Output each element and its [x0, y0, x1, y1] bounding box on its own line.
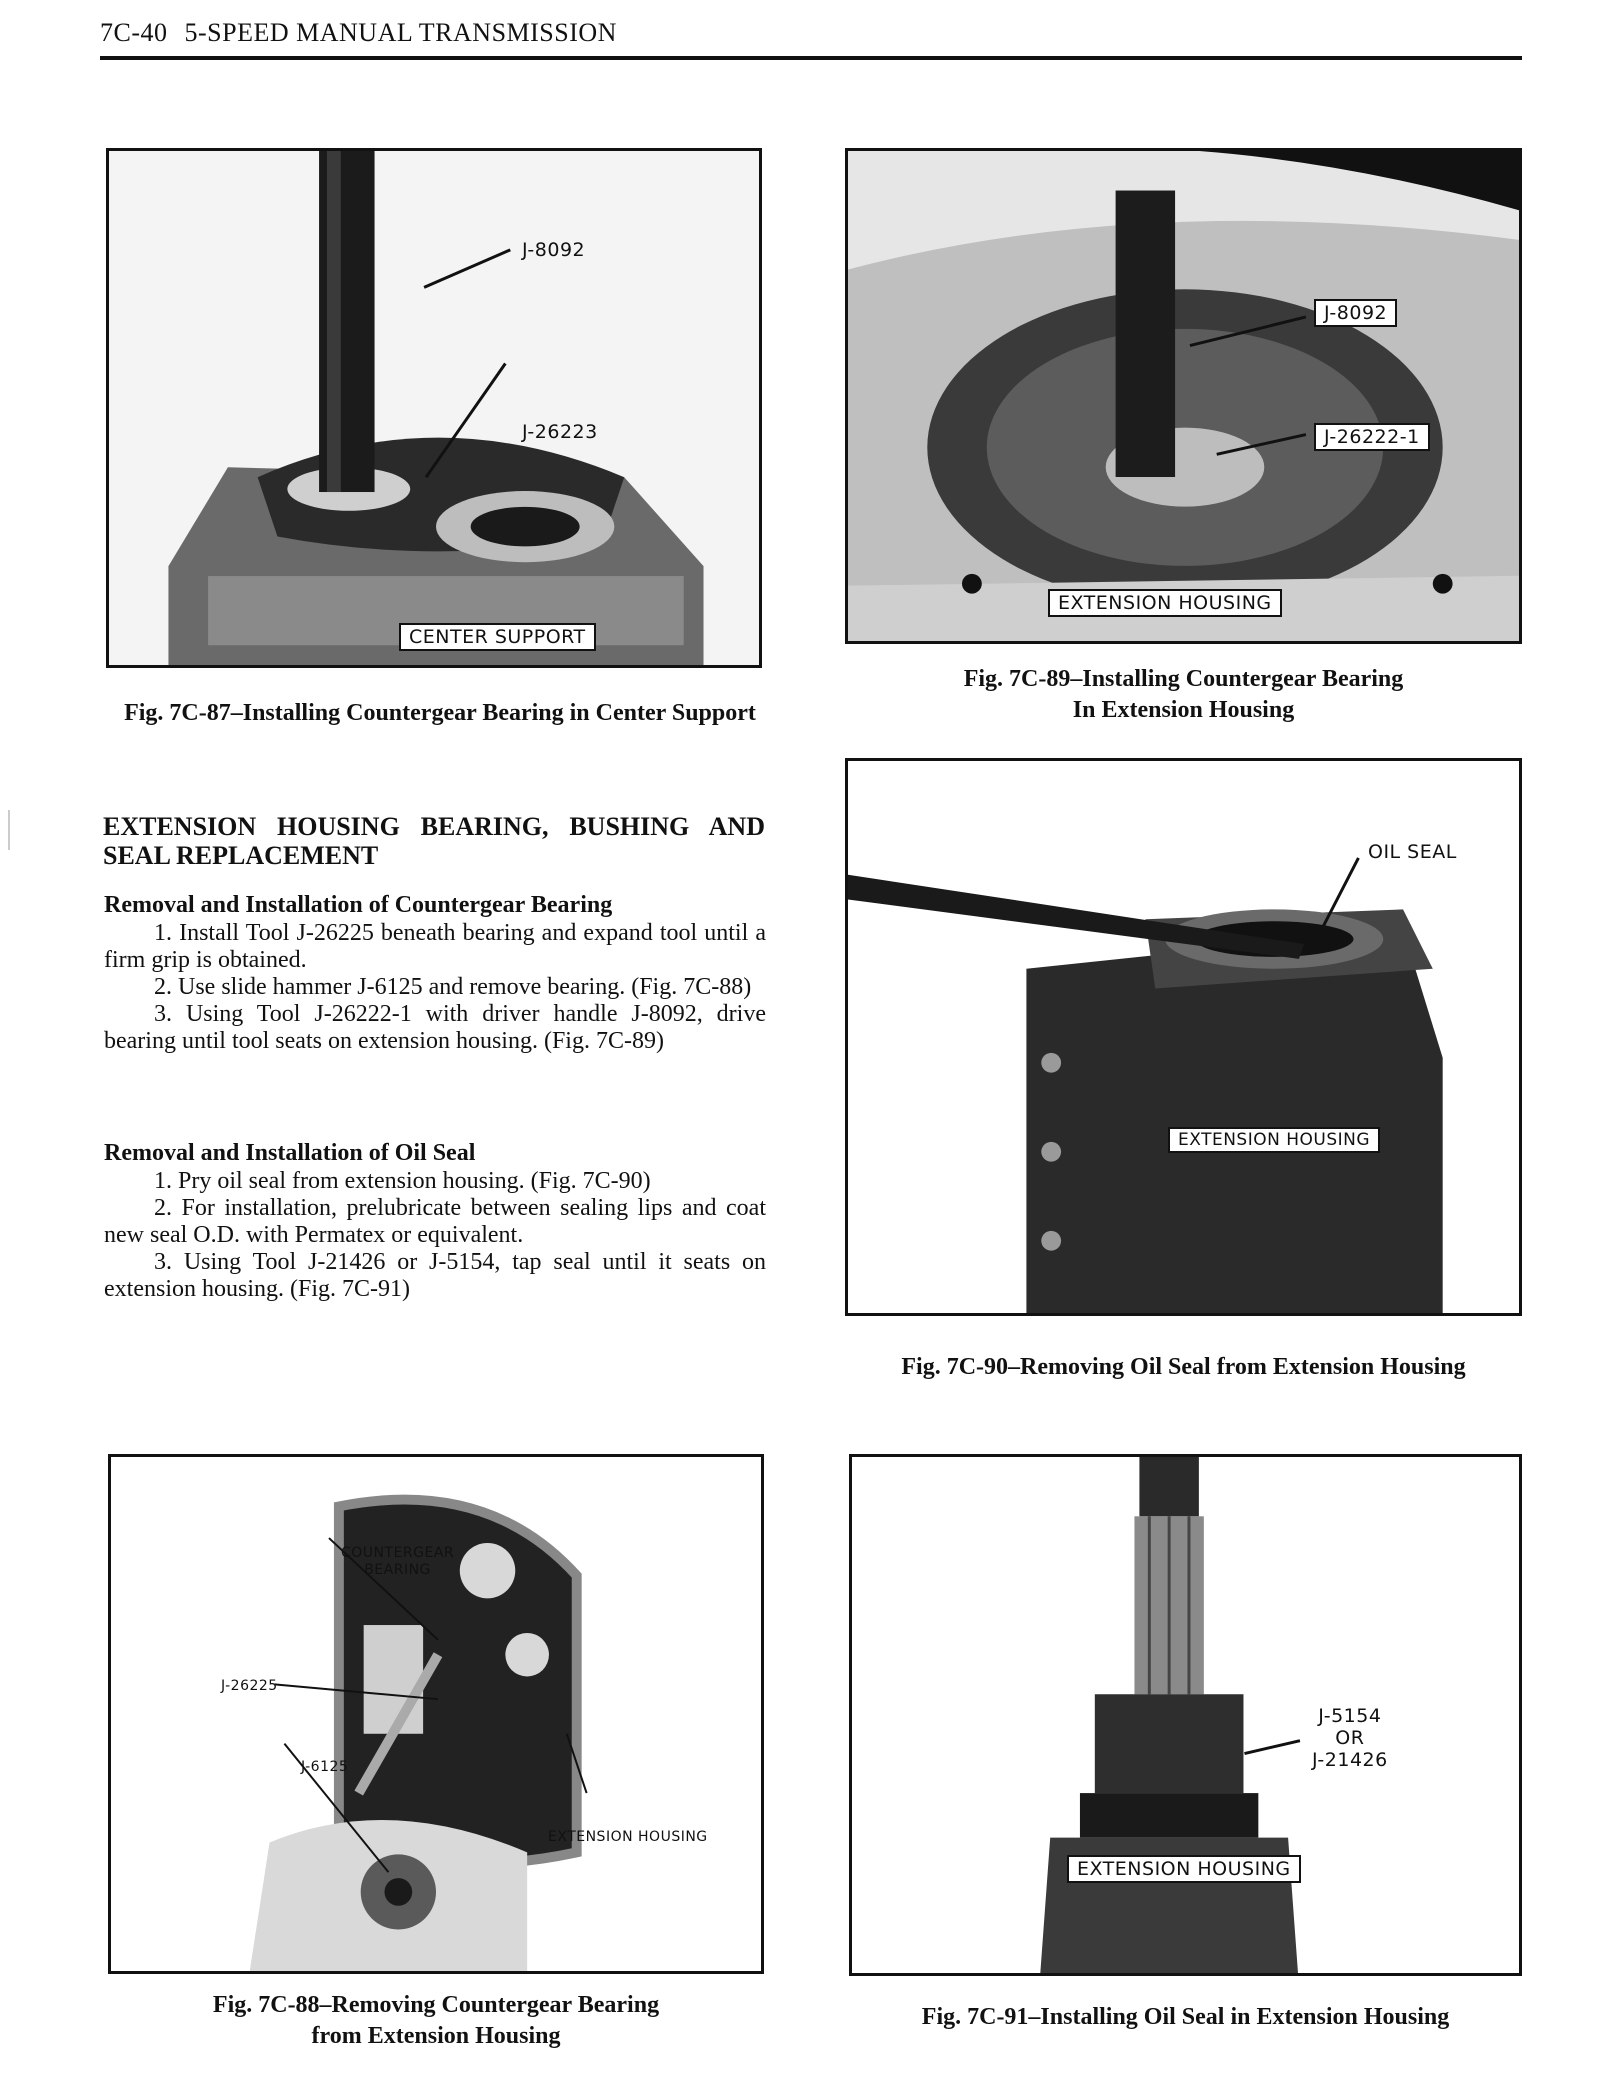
step-text: 1. Pry oil seal from extension housing. (Fig. 7C-90): [154, 1168, 651, 1194]
caption-line: from Extension Housing: [311, 2023, 561, 2049]
label-extension-housing: EXTENSION HOUSING: [548, 1829, 708, 1845]
label-extension-housing: EXTENSION HOUSING: [1168, 1127, 1380, 1153]
countergear-removal-illustration: [111, 1457, 761, 1971]
label-j-5154-or-j-21426: [1312, 1705, 1388, 1771]
margin-mark: [8, 810, 10, 850]
section-title: EXTENSION HOUSING BEARING, BUSHING AND SEAL REPLACEMENT: [103, 812, 765, 870]
page-header: [100, 18, 617, 48]
caption-line: In Extension Housing: [1072, 697, 1295, 723]
label-center-support: CENTER SUPPORT: [399, 623, 596, 651]
label-j-6125: J-6125: [301, 1759, 349, 1775]
label-extension-housing: EXTENSION HOUSING: [1067, 1855, 1301, 1883]
bearing-steps: [104, 920, 766, 1055]
step-text: 2. For installation, prelubricate between sealing lips and coat new seal O.D. with Permatex or equivalent.: [104, 1195, 766, 1248]
figure-7c-90-caption: Fig. 7C-90–Removing Oil Seal from Extension Housing: [901, 1354, 1466, 1380]
extension-housing-illustration: [848, 151, 1519, 641]
label-line: COUNTERGEAR: [341, 1545, 455, 1561]
label-j-26223: J-26223: [522, 421, 598, 443]
figure-7c-87-caption: Fig. 7C-87–Installing Countergear Bearing in Center Support: [124, 700, 756, 726]
caption-line: Fig. 7C-89–Installing Countergear Bearing: [963, 666, 1404, 692]
figure-7c-89-caption: [845, 664, 1522, 726]
caption-line: Fig. 7C-88–Removing Countergear Bearing: [212, 1992, 660, 2018]
bearing-heading: Removal and Installation of Countergear Bearing: [104, 892, 613, 918]
label-j-26222-1: J-26222-1: [1314, 423, 1430, 451]
label-line: J-21426: [1312, 1749, 1388, 1771]
figure-7c-88-photo: [108, 1454, 764, 1974]
label-extension-housing: EXTENSION HOUSING: [1048, 589, 1282, 617]
step-text: 1. Install Tool J-26225 beneath bearing and expand tool until a firm grip is obtained.: [104, 920, 766, 973]
figure-7c-88-caption: [108, 1990, 764, 2052]
figure-7c-91-caption: Fig. 7C-91–Installing Oil Seal in Extension Housing: [921, 2004, 1450, 2030]
figure-7c-90-photo: [845, 758, 1522, 1316]
step-text: 3. Using Tool J-26222-1 with driver handle J-8092, drive bearing until tool seats on extension housing. (Fig. 7C-89): [104, 1001, 766, 1054]
figure-7c-89-photo: [845, 148, 1522, 644]
step-text: 2. Use slide hammer J-6125 and remove bearing. (Fig. 7C-88): [154, 974, 752, 1000]
page-number: 7C-40: [100, 18, 168, 47]
figure-7c-91-photo: [849, 1454, 1522, 1976]
label-j-26225: J-26225: [221, 1678, 278, 1694]
figure-7c-87-photo: [106, 148, 762, 668]
center-support-illustration: [109, 151, 759, 665]
label-line: J-5154: [1318, 1705, 1382, 1727]
label-j-8092: J-8092: [1314, 299, 1397, 327]
seal-heading: Removal and Installation of Oil Seal: [104, 1140, 476, 1166]
header-rule: [100, 56, 1522, 60]
seal-steps: [104, 1168, 766, 1303]
label-line: OR: [1335, 1727, 1365, 1749]
chapter-title: 5-SPEED MANUAL TRANSMISSION: [184, 18, 617, 47]
step-text: 3. Using Tool J-21426 or J-5154, tap seal until it seats on extension housing. (Fig. 7C-91): [104, 1249, 766, 1302]
label-line: BEARING: [364, 1562, 431, 1578]
oil-seal-install-illustration: [852, 1457, 1519, 1973]
label-countergear-bearing: [341, 1545, 454, 1579]
label-j-8092: J-8092: [522, 239, 586, 261]
label-oil-seal: OIL SEAL: [1368, 841, 1457, 863]
